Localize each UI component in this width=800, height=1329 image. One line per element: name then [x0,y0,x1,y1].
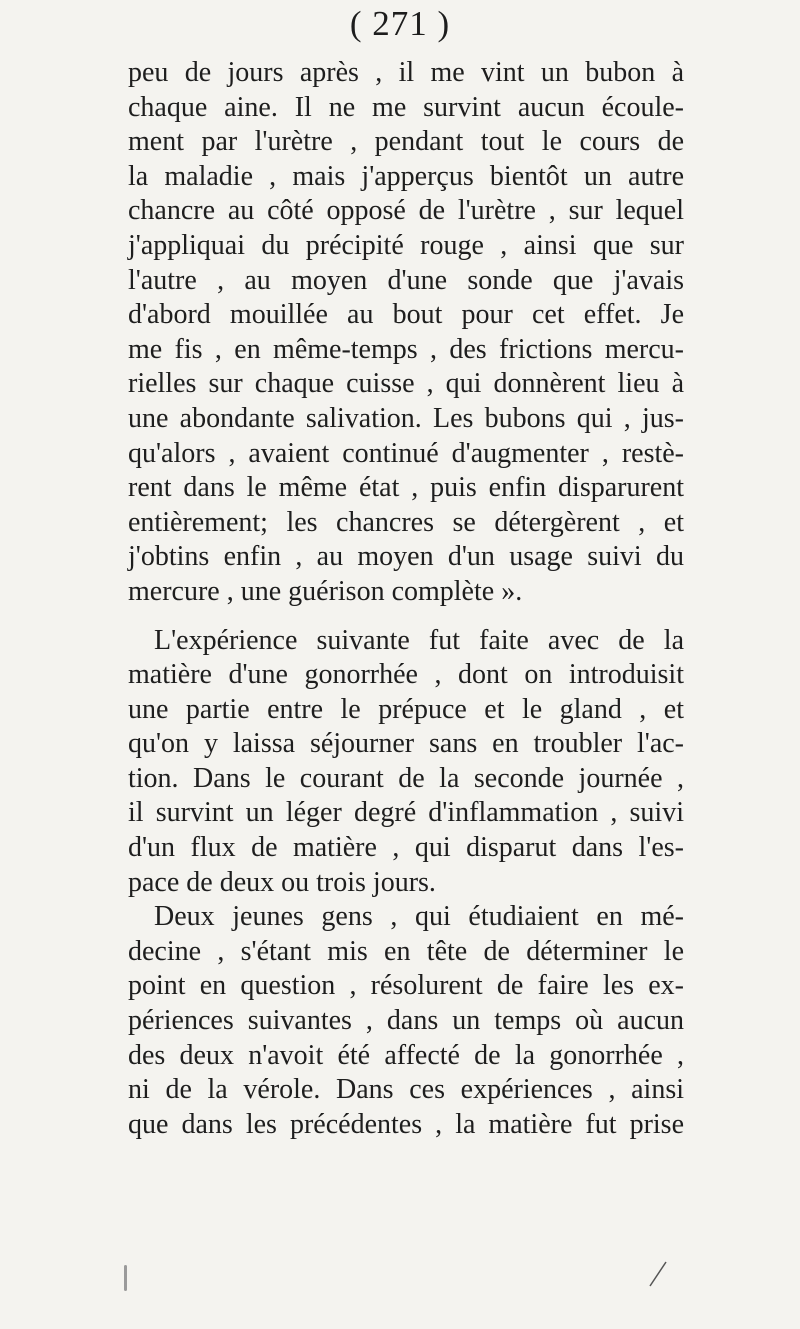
text-line: chancre au côté opposé de l'urètre , sur lequel [128,195,684,227]
text-line: tion. Dans le courant de la seconde journée , [128,762,684,794]
text-line: L'expérience suivante fut faite avec de la [154,624,684,656]
text-line: j'appliquai du précipité rouge , ainsi que sur [128,229,684,261]
text-line: point en question , résolurent de faire les ex- [128,970,684,1002]
text-line: une abondante salivation. Les bubons qui , jus- [128,402,684,434]
text-line: rent dans le même état , puis enfin disparurent [128,472,684,504]
text-line: j'obtins enfin , au moyen d'un usage suivi du [128,541,684,573]
text-line: des deux n'avoit été affecté de la gonorrhée , [128,1039,684,1071]
text-line: mercure , une guérison complète ». [128,575,523,607]
text-line: périences suivantes , dans un temps où aucun [128,1005,684,1037]
text-line: me fis , en même-temps , des frictions mercu- [128,333,684,365]
scan-mark [124,1265,127,1291]
text-line: d'un flux de matière , qui disparut dans l'es- [128,832,684,864]
page-number: ( 271 ) [349,4,451,43]
text-line: que dans les précédentes , la matière fut prise [128,1108,684,1140]
text-line: decine , s'étant mis en tête de déterminer le [128,935,684,967]
text-line: qu'on y laissa séjourner sans en troubler l'ac- [128,728,684,760]
body-text [128,56,684,1142]
text-line: l'autre , au moyen d'une sonde que j'avais [128,264,684,296]
text-line: il survint un léger degré d'inflammation , suivi [128,797,684,829]
text-line: chaque aine. Il ne me survint aucun écoule- [128,91,684,123]
text-line: matière d'une gonorrhée , dont on introduisit [128,659,684,691]
paragraph-3 [128,900,684,1142]
text-line: qu'alors , avaient continué d'augmenter , restè- [128,437,684,469]
text-line: ni de la vérole. Dans ces expériences , ainsi [128,1074,684,1106]
text-line: entièrement; les chancres se détergèrent , et [128,506,684,538]
text-line: la maladie , mais j'apperçus bientôt un autre [128,160,684,192]
text-line: Deux jeunes gens , qui étudiaient en mé- [154,901,684,933]
paragraph-1 [128,56,684,610]
text-line: une partie entre le prépuce et le gland , et [128,693,684,725]
text-line: ment par l'urètre , pendant tout le cours de [128,126,684,158]
paragraph-2 [128,624,684,901]
paragraph-gap [128,610,684,624]
text-line: pace de deux ou trois jours. [128,866,436,898]
text-line: peu de jours après , il me vint un bubon à [128,57,684,88]
scan-stroke [648,1258,668,1288]
text-line: d'abord mouillée au bout pour cet effet. Je [128,299,684,331]
text-line: rielles sur chaque cuisse , qui donnèrent lieu à [128,368,684,400]
